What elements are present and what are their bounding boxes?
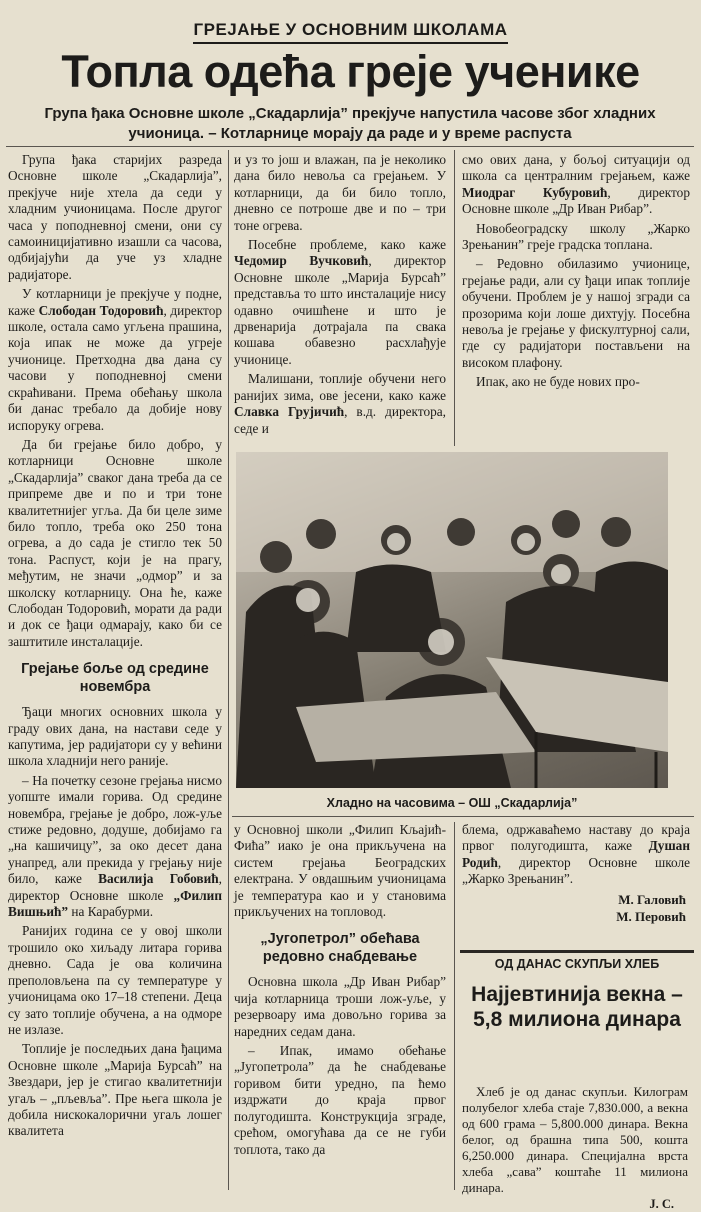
column-rule-3 bbox=[454, 822, 455, 1190]
column-rule-1 bbox=[228, 150, 229, 1190]
sidebar-kicker: ОД ДАНАС СКУПЉИ ХЛЕБ bbox=[494, 957, 660, 971]
sidebar-headline: Најјевтинија векна – 5,8 милиона динара bbox=[471, 983, 683, 1031]
signature-2: М. Перовић bbox=[616, 908, 686, 924]
col2b-paragraph-1: у Основној школи „Филип Кљајић-Фића” иако је она прикључена на систем грејања Београдских електрана. У овдашњим учионицама је температура као и у становима прикључених на топловод. bbox=[234, 822, 446, 920]
photo-caption: Хладно на часовима – ОШ „Скадарлија” bbox=[326, 796, 578, 810]
sidebar-initials: Ј. С. bbox=[649, 1197, 674, 1211]
col3-paragraph-1: смо ових дана, у бољој ситуацији од школа са централним грејањем, каже Миодраг Кубуровић, директор Основне школе „Др Иван Рибар”. bbox=[462, 152, 690, 217]
signature-1: М. Галовић bbox=[618, 891, 686, 907]
column-3-top bbox=[462, 152, 690, 394]
col1-paragraph-7: Топлије је последњих дана ђацима Основне школе „Марија Бурсаћ” на Звездари, јер је стигао квалитетнији угаљ – „пљевља”. Пре њега школа је добила нискокалорични угаљ лошег квалитета bbox=[8, 1041, 222, 1139]
col3-paragraph-4: Ипак, ако не буде нових про- bbox=[476, 374, 640, 390]
deck: Група ђака Основне школе „Скадарлија” прекјуче напустила часове због хладних учионица. – Котларнице морају да раде и у време распуста bbox=[44, 105, 656, 142]
sidebar-paragraph: Хлеб је од данас скупљи. Килограм полубелог хлеба стаје 7,830.000, а векна од 600 грама – 5,800.000 динара. Векна белог, од брашна типа 500, кошта 6,250.000 динара. Специјална врста хлеба „сава” коштаће 11 милиона динара. bbox=[462, 1084, 688, 1195]
col3-paragraph-2: Новобеоградску школу „Жарко Зрењанин” греје градска топлана. bbox=[462, 220, 690, 253]
sidebar-body bbox=[462, 1084, 688, 1212]
col1-paragraph-2: У котларници је прекјуче у подне, каже Слободан Тодоровић, директор школе, остала само угљена прашина, која ипак не може да угреје учионице. Претходна два дана су часови у поподневној смени скраћивани. Према обећању школа би данас требало да добије нову испоруку огрева. bbox=[8, 286, 222, 433]
column-2-top bbox=[234, 152, 446, 440]
col2b-paragraph-3: – Ипак, имамо обећање „Југопетрола” да ће снабдевање горивом бити уредно, па ћемо издржати до краја првог полугодишта. Конструкција зграде, срећом, омогућава да се не губи топлота, тако да bbox=[234, 1043, 446, 1157]
col1-paragraph-5: – На почетку сезоне грејања нисмо уопште имали горива. Од средине новембра, грејање је добро, лож-уље стиже редовно, додуше, добијамо га „на кашичицу”, за око десет дана унапред, али прекида у грејању није било, каже Василија Гобовић, директор Основне школе „Филип Вишњић” на Карабурми. bbox=[8, 772, 222, 920]
col1-paragraph-4: Ђаци многих основних школа у граду ових дана, на настави седе у капутима, јер радијатори су у већини школа хладнији него раније. bbox=[8, 704, 222, 769]
col1-paragraph-6: Ранијих година се у овој школи трошило око хиљаду литара горива дневно. Сада је ова количина преполовљена па су температуре у учионицама око 17–18 степени. Деца су зато топлије обучена, а на одморе не излазе. bbox=[8, 923, 222, 1037]
col3b-paragraph-1: блема, одржаваћемо наставу до краја првог полугодишта, каже Душан Родић, директор Основне школе „Жарко Зрењанин”. bbox=[462, 822, 690, 887]
column-rule-2 bbox=[454, 150, 455, 446]
classroom-photo bbox=[236, 452, 668, 788]
subhead-1: Грејање боље од средине новембра bbox=[21, 661, 209, 696]
col3-paragraph-3: – Редовно обилазимо учионице, грејање ради, али су ђаци ипак топлије обучени. Проблем је у нашој згради са прозорима који лоше дихтују. Посебна невоља је грејање у фискултурној сали, где су радијатори постављени на високом плафону. bbox=[462, 256, 690, 370]
col2b-paragraph-2: Основна школа „Др Иван Рибар” чија котларница троши лож-уље, у резервоару има довољно горива за наредних седам дана. bbox=[234, 974, 446, 1039]
classroom-photo-drawing bbox=[236, 452, 668, 788]
column-3-bottom bbox=[462, 822, 690, 925]
headline: Топла одећа греје ученике bbox=[61, 46, 640, 97]
top-rule bbox=[6, 146, 694, 147]
column-1 bbox=[8, 152, 222, 1143]
column-2-bottom bbox=[234, 822, 446, 1161]
col1-paragraph-1: Група ђака старијих разреда Основне школе „Скадарлија”, прекјуче није хтела да седи у хладним учионицама. После другог часа у поподневној смени, они су самоиницијативно изашли са часова, одбијајући да уче уз хладне радијаторе. bbox=[8, 152, 222, 282]
subhead-2: „Југопетрол” обећава редовно снабдевање bbox=[260, 931, 420, 966]
col2-paragraph-2: Посебне проблеме, како каже Чедомир Вучковић, директор Основне школе „Марија Бурсаћ” представља то што инсталације нису одавно очишћене и што је дрвенарија дотрајала па свака кошава обавезно расхлађује учионице. bbox=[234, 237, 446, 367]
kicker: ГРЕЈАЊЕ У ОСНОВНИМ ШКОЛАМА bbox=[193, 20, 507, 44]
caption-rule bbox=[232, 816, 694, 817]
col2-paragraph-3: Малишани, топлије обучени него ранијих зима, ове јесени, како каже Славка Грујичић, в.д. директора, седе и bbox=[234, 371, 446, 436]
col1-paragraph-3: Да би грејање било добро, у котларници Основне школе „Скадарлија” сваког дана треба да се припреме две и по и три тоне квалитетнијег угља. Да би целе зиме било топло, треба око 250 тона огрева, а до сада је стигло тек 50 тона. Распуст, који је на прагу, међутим, не значи „одмор” и за школску котларницу. Она ће, каже Слободан Тодоровић, морати да ради и док се ђаци одмарају, како би се заштитиле инсталације. bbox=[8, 436, 222, 649]
col2-paragraph-1: и уз то још и влажан, па је неколико дана било невоља са грејањем. У котларници, да би било топло, дневно се потроше две и по – три тоне огрева. bbox=[234, 152, 446, 233]
kicker-wrap bbox=[0, 20, 701, 44]
sidebar-rule bbox=[460, 950, 694, 953]
